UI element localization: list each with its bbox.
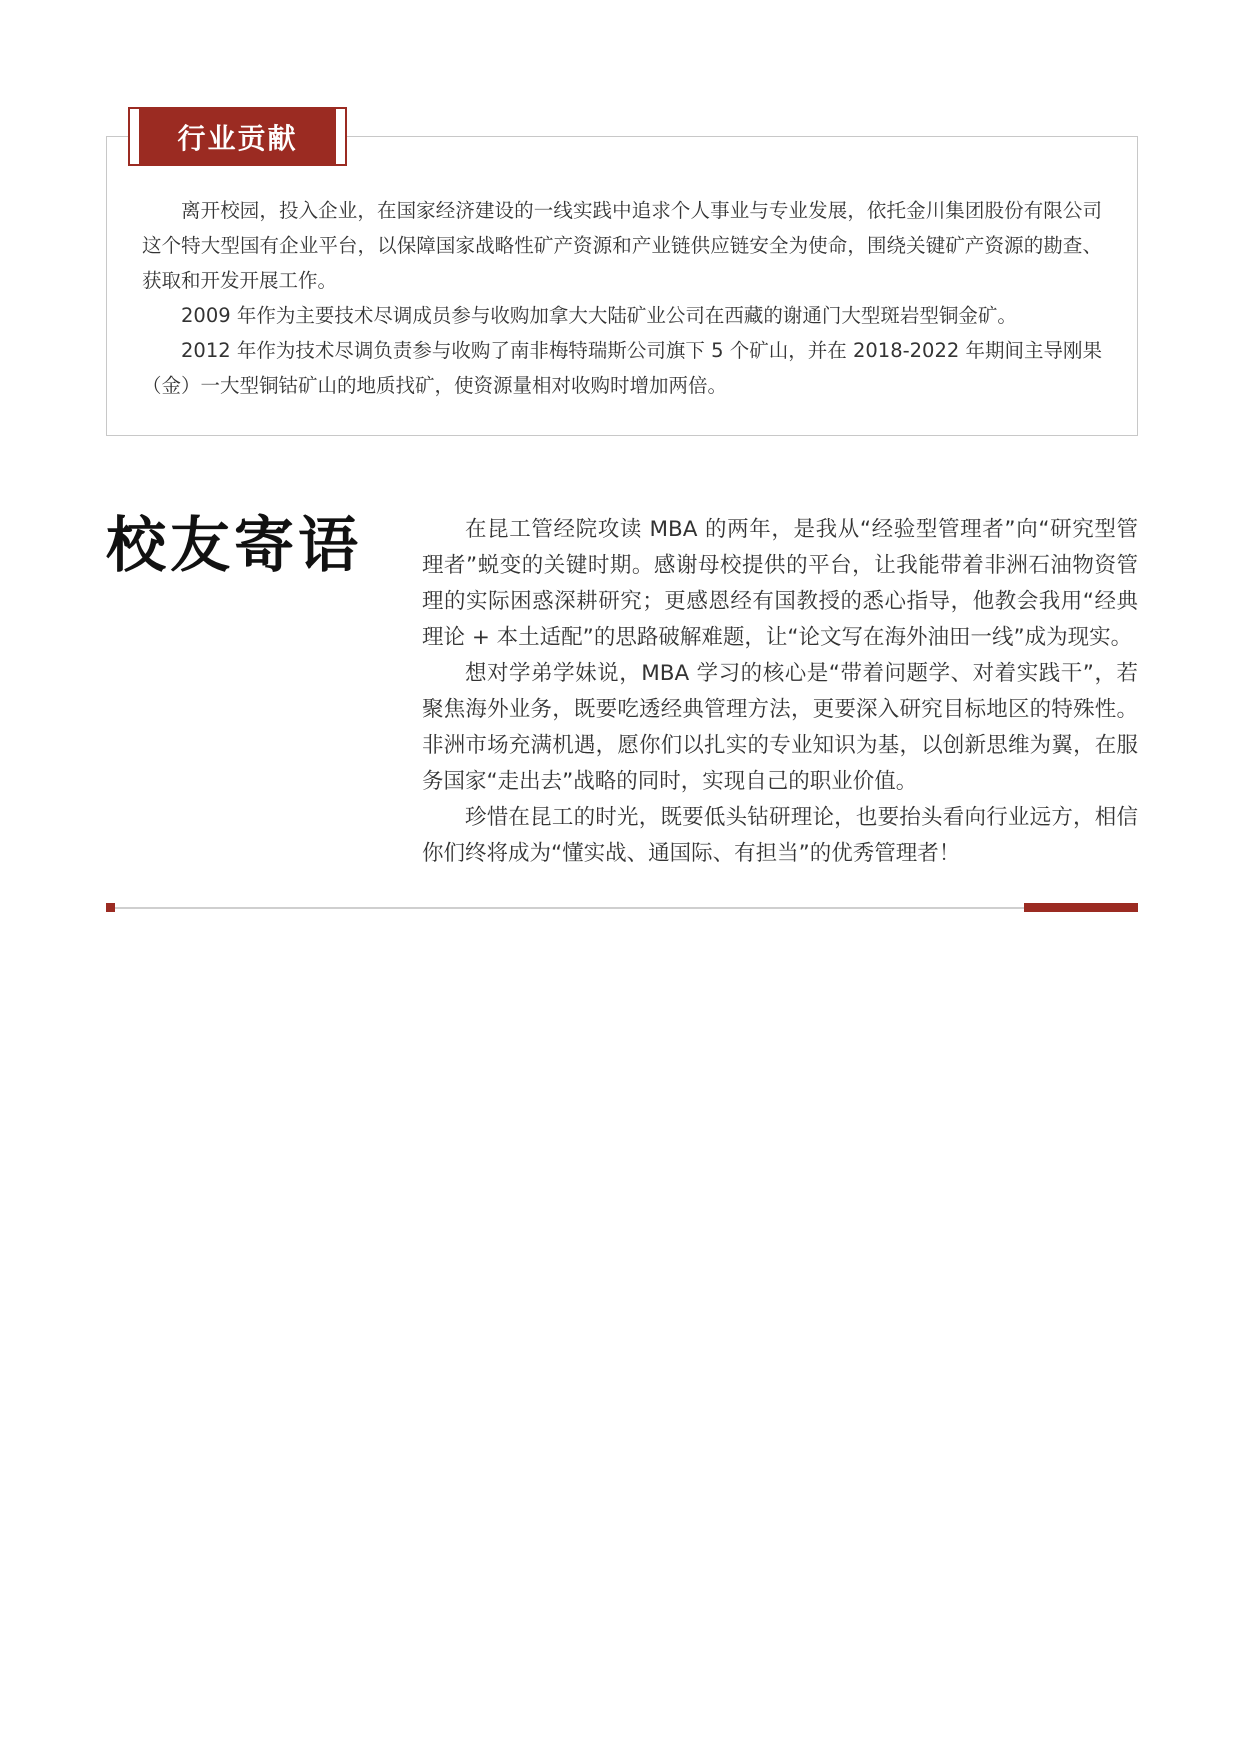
alumni-message-body [422,512,1138,872]
alumni-message-paragraph: 在昆工管经院攻读 MBA 的两年，是我从“经验型管理者”向“研究型管理者”蜕变的关键时期。感谢母校提供的平台，让我能带着非洲石油物资管理的实际困惑深耕研究；更感恩经有国教授的悉心指导，他教会我用“经典理论 + 本土适配”的思路破解难题，让“论文写在海外油田一线”成为现实。 [422,517,1138,650]
industry-contribution-paragraph: 2009 年作为主要技术尽调成员参与收购加拿大大陆矿业公司在西藏的谢通门大型斑岩型铜金矿。 [181,304,1017,327]
industry-contribution-heading-frame [128,107,347,166]
industry-contribution-paragraph: 2012 年作为技术尽调负责参与收购了南非梅特瑞斯公司旗下 5 个矿山，并在 2018-2022 年期间主导刚果（金）一大型铜钴矿山的地质找矿，使资源量相对收购时增加两倍。 [142,339,1102,397]
industry-contribution-heading: 行业贡献 [139,109,336,164]
section-divider-left-marker [106,903,115,912]
section-divider-line [108,907,1028,909]
alumni-message-heading: 校友寄语 [106,511,362,581]
industry-contribution-body [142,193,1102,403]
alumni-message-paragraph: 珍惜在昆工的时光，既要低头钻研理论，也要抬头看向行业远方，相信你们终将成为“懂实战、通国际、有担当”的优秀管理者！ [422,805,1138,866]
alumni-message-paragraph: 想对学弟学妹说，MBA 学习的核心是“带着问题学、对着实践干”，若聚焦海外业务，既要吃透经典管理方法，更要深入研究目标地区的特殊性。非洲市场充满机遇，愿你们以扎实的专业知识为基，以创新思维为翼，在服务国家“走出去”战略的同时，实现自己的职业价值。 [422,661,1138,794]
section-divider-right-accent [1024,903,1138,912]
industry-contribution-paragraph: 离开校园，投入企业，在国家经济建设的一线实践中追求个人事业与专业发展，依托金川集团股份有限公司这个特大型国有企业平台，以保障国家战略性矿产资源和产业链供应链安全为使命，围绕关键矿产资源的勘查、获取和开发开展工作。 [142,199,1102,292]
